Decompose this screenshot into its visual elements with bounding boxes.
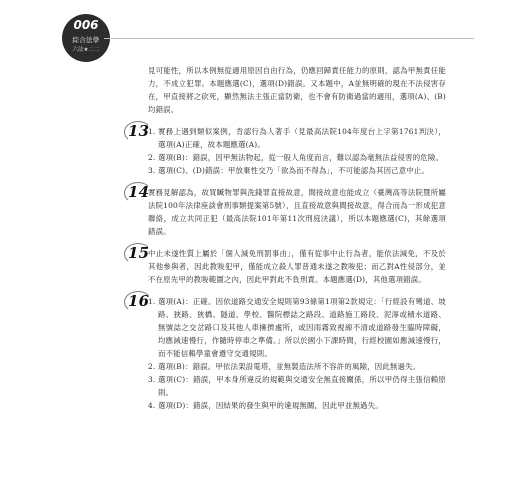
answer-item bbox=[148, 399, 446, 412]
answer-paragraph: 中止未遂性質上屬於「個人減免刑罰事由」，僅有從事中止行為者，能依法減免，不及於其他參與者，因此教唆犯甲，僅能成立殺人罪普通未遂之教唆犯；而乙對A性侵部分，並不在原先甲的教唆範圍之內，因此甲對此不負刑責。本題應選(D)，其他選項錯誤。 bbox=[148, 249, 446, 284]
item-marker: 1. bbox=[148, 127, 156, 136]
question-number: 16 bbox=[128, 292, 150, 310]
question-16 bbox=[128, 292, 446, 412]
item-marker: 2. bbox=[148, 153, 156, 162]
item-text: 選項(B)：錯誤。甲依法架設電塔，並無製造法所不容許的風險，因此無過失。 bbox=[158, 362, 421, 371]
answer-item bbox=[148, 373, 446, 399]
question-number: 15 bbox=[128, 244, 150, 262]
question-number: 13 bbox=[128, 122, 150, 140]
answer-item bbox=[148, 295, 446, 360]
answer-item bbox=[148, 164, 446, 177]
intro-paragraph: 見可能性，所以本例無從適用原因自由行為，仍應回歸責任能力的原則，認為甲無責任能力，不成立犯罪。本題應選(C)，選項(D)錯誤。又本題中，A並無明確的現在不法侵害存在，甲直接將之砍死，顯然無法主張正當防衛，也不會有防衛過當的適用，選項(A)、(B)均錯誤。 bbox=[148, 66, 446, 114]
item-marker: 3. bbox=[148, 166, 156, 175]
page-number: 006 bbox=[73, 18, 99, 32]
answer-item bbox=[148, 360, 446, 373]
header-divider bbox=[104, 38, 474, 39]
item-marker: 1. bbox=[148, 297, 156, 306]
item-marker: 2. bbox=[148, 362, 156, 371]
answer-paragraph: 實務見解認為，故買贓物罪與洗錢罪直接故意，間接故意也能成立（臺灣高等法院暨所屬法院100年法律座談會刑事類提案第5號），且直接故意與間接故意，得合而為一形成犯意聯絡，成立共同正犯（最高法院101年第11次刑庭決議），所以本題應選(C)，其餘選項錯誤。 bbox=[148, 188, 446, 236]
page-number-badge bbox=[62, 14, 110, 62]
question-15 bbox=[128, 244, 446, 286]
answer-item bbox=[148, 151, 446, 164]
book-subtitle: 六法★二二 bbox=[72, 47, 100, 53]
book-title: 綜合法學 bbox=[72, 36, 100, 44]
question-14 bbox=[128, 183, 446, 238]
item-text: 選項(C)：錯誤，甲本身所違反的規範與交通安全無直接關係，所以甲仍得主張信賴原則。 bbox=[158, 375, 446, 397]
item-text: 選項(A)：正確。因依道路交通安全規則第93條第1項第2款規定：「行經設有彎道、坡路、狹路、狹橋、隧道、學校、醫院標誌之路段、道路施工路段、泥濘或積水道路、無號誌之交岔路口及其他人車擁擠處所，或因雨霧致視線不清或道路發生臨時障礙，均應減速慢行，作隨時停車之準備。」所以於國小下課時間，行經校園如應減速慢行，而不能信賴學童會遵守交通規則。 bbox=[158, 297, 446, 358]
answer-item bbox=[148, 125, 446, 151]
intro-paragraph-block bbox=[148, 64, 446, 116]
item-text: 選項(B)：錯誤，因甲無法物起，從一般人角度而言，難以認為毫無法益侵害的危險。 bbox=[158, 153, 444, 162]
item-text: 選項(C)、(D)錯誤：甲放棄性交乃「欲為而不得為」，不可能認為其因己意中止。 bbox=[158, 166, 430, 175]
item-marker: 3. bbox=[148, 375, 156, 384]
item-marker: 4. bbox=[148, 401, 156, 410]
item-text: 實務上遇到類似案例，肯認行為人著手（見最高法院104年度台上字第1761判決），選項(A)正確，故本題應選(A)。 bbox=[158, 127, 446, 149]
question-number: 14 bbox=[128, 183, 150, 201]
page-content bbox=[128, 64, 446, 421]
question-13 bbox=[128, 122, 446, 177]
item-text: 選項(D)：錯誤，因結果的發生與甲的違規無關，因此甲並無過失。 bbox=[158, 401, 383, 410]
